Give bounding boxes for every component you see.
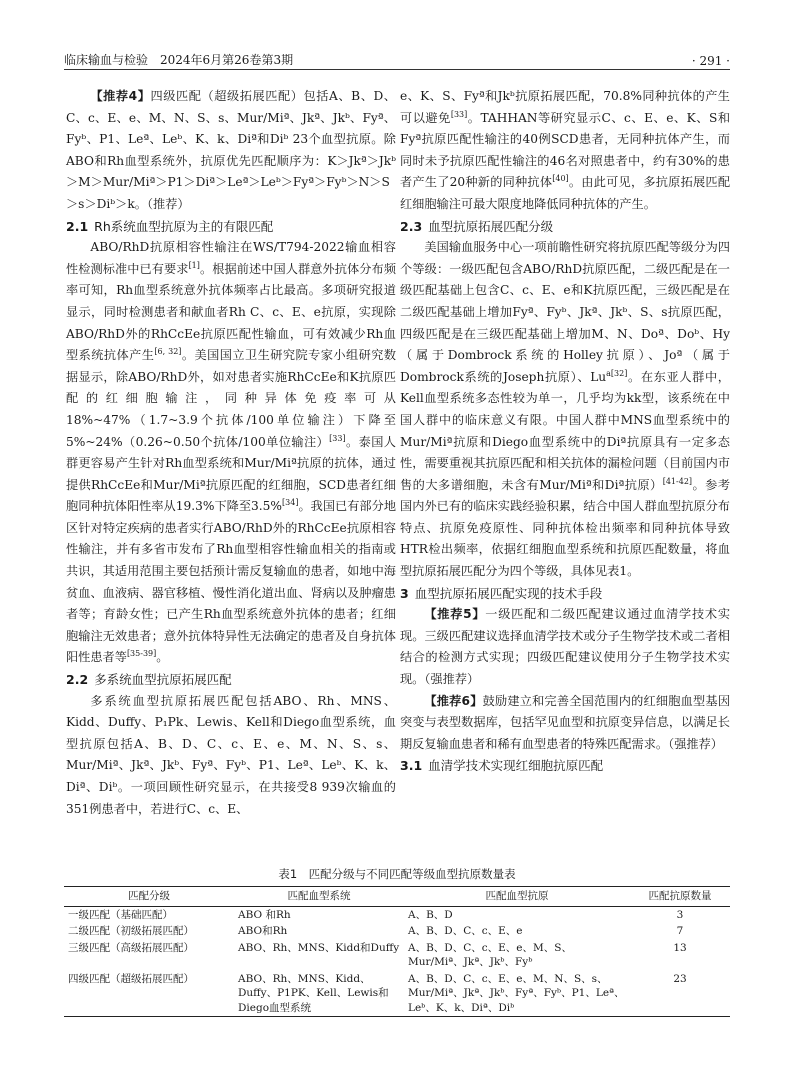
page-number: · 291 ·: [691, 54, 730, 68]
text-run: ABO/RhD抗原相容性输注在WS/T794-2022输血相容性检测标准中已有要求: [66, 240, 396, 276]
table-cell: 23: [630, 971, 730, 1017]
citation: [40]: [552, 174, 569, 184]
table-cell: A、B、D、C、c、E、e、M、S、Mur/Miª、Jkª、Jkᵇ、Fyᵇ: [408, 941, 572, 968]
section-title: 血型抗原拓展匹配实现的技术手段: [414, 585, 603, 601]
text-run: 。: [156, 650, 169, 665]
citation: [6, 32]: [154, 347, 182, 357]
rec4-text: 四级匹配（超级拓展匹配）包括A、B、D、C、c、E、e、M、N、S、s、Mur/Miª、Jkª、Jkᵇ、Fyª、Fyᵇ、P1、Leª、Leᵇ、K、k、Diª和Diᵇ 23个血型抗原。除ABO和Rh血型系统外，抗原优先匹配顺序为：K＞Jkª＞Jkᵇ＞M＞Mur/Miª＞P1＞Diª＞Leª＞Leᵇ＞Fyª＞Fyᵇ＞N＞S＞s＞Diᵇ＞k。（推荐）: [66, 89, 396, 211]
journal-info: 临床输血与检验 2024年6月第26卷第3期: [64, 53, 294, 67]
section-number: 3.1: [400, 758, 423, 774]
text-run: 。在东亚人群中，Kell血型系统多态性较为单一，几乎均为kk型，该系统在中国人群中的临床意义有限。中国人群中MNS血型系统中的Mur/Miª抗原和Diego血型系统中的Diª抗原具有一定多态性，需要重视其抗原匹配和相关抗体的漏检问题（目前国内市售的大多谱细胞，未含有Mur/Miª和Diª抗原）: [400, 369, 730, 492]
table-cell: A、B、D、C、c、E、e、M、N、S、s、Mur/Miª、Jkª、Jkᵇ、Fyª、Fyᵇ、P1、Leª、Leᵇ、K、k、Diª、Diᵇ: [404, 971, 630, 1017]
table-header-row: [64, 887, 730, 907]
rec6-text: 鼓励建立和完善全国范围内的红细胞血型基因突变与表型数据库，包括罕见血型和抗原变异信息，以满足长期反复输血患者和稀有血型患者的特殊匹配需求。（强推荐）: [400, 693, 731, 751]
section-number: 2.3: [400, 218, 423, 234]
paragraph-2-3: [400, 237, 730, 583]
table-row: [64, 971, 730, 1017]
table-title: 表1 匹配分级与不同匹配等级血型抗原数量表: [278, 867, 516, 881]
table-row: [64, 906, 730, 923]
section-title: 血清学技术实现红细胞抗原匹配: [428, 758, 604, 774]
citation: [41-42]: [662, 476, 693, 486]
right-column: [400, 86, 730, 777]
table-cell: ABO 和Rh: [238, 908, 291, 921]
citation: [33]: [450, 109, 468, 119]
text-run: e、K、S、Fyª和Jkᵇ抗原拓展匹配，70.8%同种抗体的产生可以避免: [400, 89, 730, 125]
table-cell: A、B、D: [408, 908, 453, 921]
left-column: [66, 86, 396, 820]
text-run: 。由此可见，多抗原拓展匹配红细胞输注可最大限度地降低同种抗体的产生。: [400, 175, 731, 211]
citation: [35-39]: [126, 649, 157, 659]
paragraph-2-2: 多系统血型抗原拓展匹配包括ABO、Rh、MNS、Kidd、Duffy、P₁Pk、Lewis、Kell和Diego血型系统，血型抗原包括A、B、D、C、c、E、e、M、N、S、s、Mur/Miª、Jkª、Jkᵇ、Fyª、Fyᵇ、P1、Leª、Leᵇ、K、k、Diª、Diᵇ。一项回顾性研究显示，在共接受8 939次输血的351例患者中，若进行C、c、E、: [66, 693, 396, 816]
section-title: 血型抗原拓展匹配分级: [428, 218, 554, 234]
rec5-text: 一级匹配和二级匹配建议通过血清学技术实现。三级匹配建议选择血清学技术或分子生物学技术或二者相结合的检测方式实现；四级匹配建议使用分子生物学技术实现。（强推荐）: [400, 607, 731, 687]
section-number: 2.1: [66, 218, 89, 234]
header-rule: [64, 69, 730, 70]
table-cell: ABO和Rh: [238, 925, 288, 937]
text-run: 。我国已有部分地区针对特定疾病的患者实行ABO/RhD外的RhCcEe抗原相容性输注，并有多省市发布了Rh血型相容性输血相关的指南或共识，其适用范围主要包括预计需反复输血的患者，如地中海贫血、血液病、器官移植、慢性消化道出血、肾病以及肿瘤患者等；育龄女性；已产生Rh血型系统意外抗体的患者；红细胞输注无效患者；意外抗体特异性无法确定的患者及自身抗体阳性患者等: [66, 499, 397, 665]
section-3-heading: [400, 583, 730, 605]
citation: [1]: [188, 260, 200, 270]
section-2-2-heading: [66, 669, 396, 691]
column-header: 匹配分级: [64, 887, 234, 907]
section-2-1-heading: [66, 216, 396, 238]
section-title: Rh系统血型抗原为主的有限匹配: [94, 218, 274, 234]
table-cell: ABO、Rh、MNS、Kidd和Duffy: [238, 941, 400, 954]
text-run: 。TAHHAN等研究显示C、c、E、e、K、S和Fyª抗原匹配性输注的40例SCD患者，无同种抗体产生，而同时未予抗原匹配性输注的46名对照患者中，约有30%的患者产生了20种新的同种抗体: [400, 110, 731, 190]
column-header: 匹配血型系统: [234, 887, 404, 907]
section-2-3-heading: [400, 216, 730, 238]
running-header: [64, 48, 730, 68]
table-cell: 四级匹配（超级拓展匹配）: [64, 971, 234, 1017]
text-run: 美国输血服务中心一项前瞻性研究将抗原匹配等级分为四个等级：一级匹配包含ABO/RhD抗原匹配，二级匹配是在一级匹配基础上包含C、c、E、e和K抗原匹配，三级匹配是在二级匹配基础上增加Fyª、Fyᵇ、Jkª、Jkᵇ、S、s抗原匹配，四级匹配是在三级匹配基础上增加M、N、Doª、Doᵇ、Hy（属于Dombrock系统的Holley抗原）、Joª（属于Dombrock系统的Joseph抗原）、Lu: [400, 240, 730, 384]
rec5-label: 【推荐5】: [424, 607, 486, 622]
table-cell: 二级匹配（初级拓展匹配）: [68, 925, 194, 937]
table-cell: 三级匹配（高级拓展匹配）: [68, 941, 194, 954]
column-header: 匹配抗原数量: [630, 887, 730, 907]
table-cell: 3: [676, 908, 684, 921]
citation: [33]: [329, 433, 346, 443]
rec6-label: 【推荐6】: [424, 693, 483, 708]
text-run: 。参考国内外已有的临床实践经验积累，结合中国人群血型抗原分布特点、抗原免疫原性、同种抗体检出频率和同种抗体导致HTR检出频率，依据红细胞血型系统和抗原匹配数量，将血型抗原拓展匹配分为四个等级，具体见表1。: [400, 477, 731, 579]
section-number: 2.2: [66, 672, 89, 688]
paragraph-2-1: [66, 237, 396, 669]
section-number: 3: [400, 585, 409, 601]
table-row: [64, 940, 730, 971]
text-run: 。美国国立卫生研究院专家小组研究数据显示，除ABO/RhD外，如对患者实施RhCcEe和K抗原匹配的红细胞输注，同种异体免疫率可从18%~47%（1.7~3.9个抗体/100单位输注）下降至5%~24%（0.26~0.50个抗体/100单位输注）: [66, 348, 397, 449]
superscript: a: [606, 368, 611, 378]
table-cell: 一级匹配（基础匹配）: [68, 908, 173, 921]
table-cell: 7: [676, 925, 684, 937]
section-title: 多系统血型抗原拓展匹配: [94, 672, 232, 688]
citation: [32]: [610, 368, 628, 378]
recommendation-4: [66, 86, 396, 216]
table-cell: 13: [673, 941, 687, 954]
recommendation-5: [400, 604, 730, 690]
column-header: 匹配血型抗原: [404, 887, 630, 907]
section-3-1-heading: [400, 755, 730, 777]
paragraph-continuation: [400, 86, 730, 216]
recommendation-6: [400, 691, 730, 756]
table-cell: ABO、Rh、MNS、Kidd、Duffy、P1PK、Kell、Lewis和Diego血型系统: [234, 971, 404, 1017]
table-row: [64, 923, 730, 940]
citation: [34]: [282, 498, 299, 508]
table-cell: A、B、D、C、c、E、e: [408, 925, 523, 937]
rec4-label: 【推荐4】: [90, 89, 151, 103]
matching-grade-table: [64, 886, 730, 1017]
text-run: 。泰国人群更容易产生针对Rh血型系统和Mur/Miª抗原的抗体，通过提供RhCcEe和Mur/Miª抗原匹配的红细胞，SCD患者红细胞同种抗体阳性率从19.3%下降至3.5%: [66, 434, 396, 514]
text-run: 。根据前述中国人群意外抗体分布频率可知，Rh血型系统意外抗体频率占比最高。多项研究报道显示，同时检测患者和献血者Rh C、c、E、e抗原，实现除ABO/RhD外的RhCcEe抗原匹配性输血，可有效减少Rh血型系统抗体产生: [66, 261, 397, 363]
